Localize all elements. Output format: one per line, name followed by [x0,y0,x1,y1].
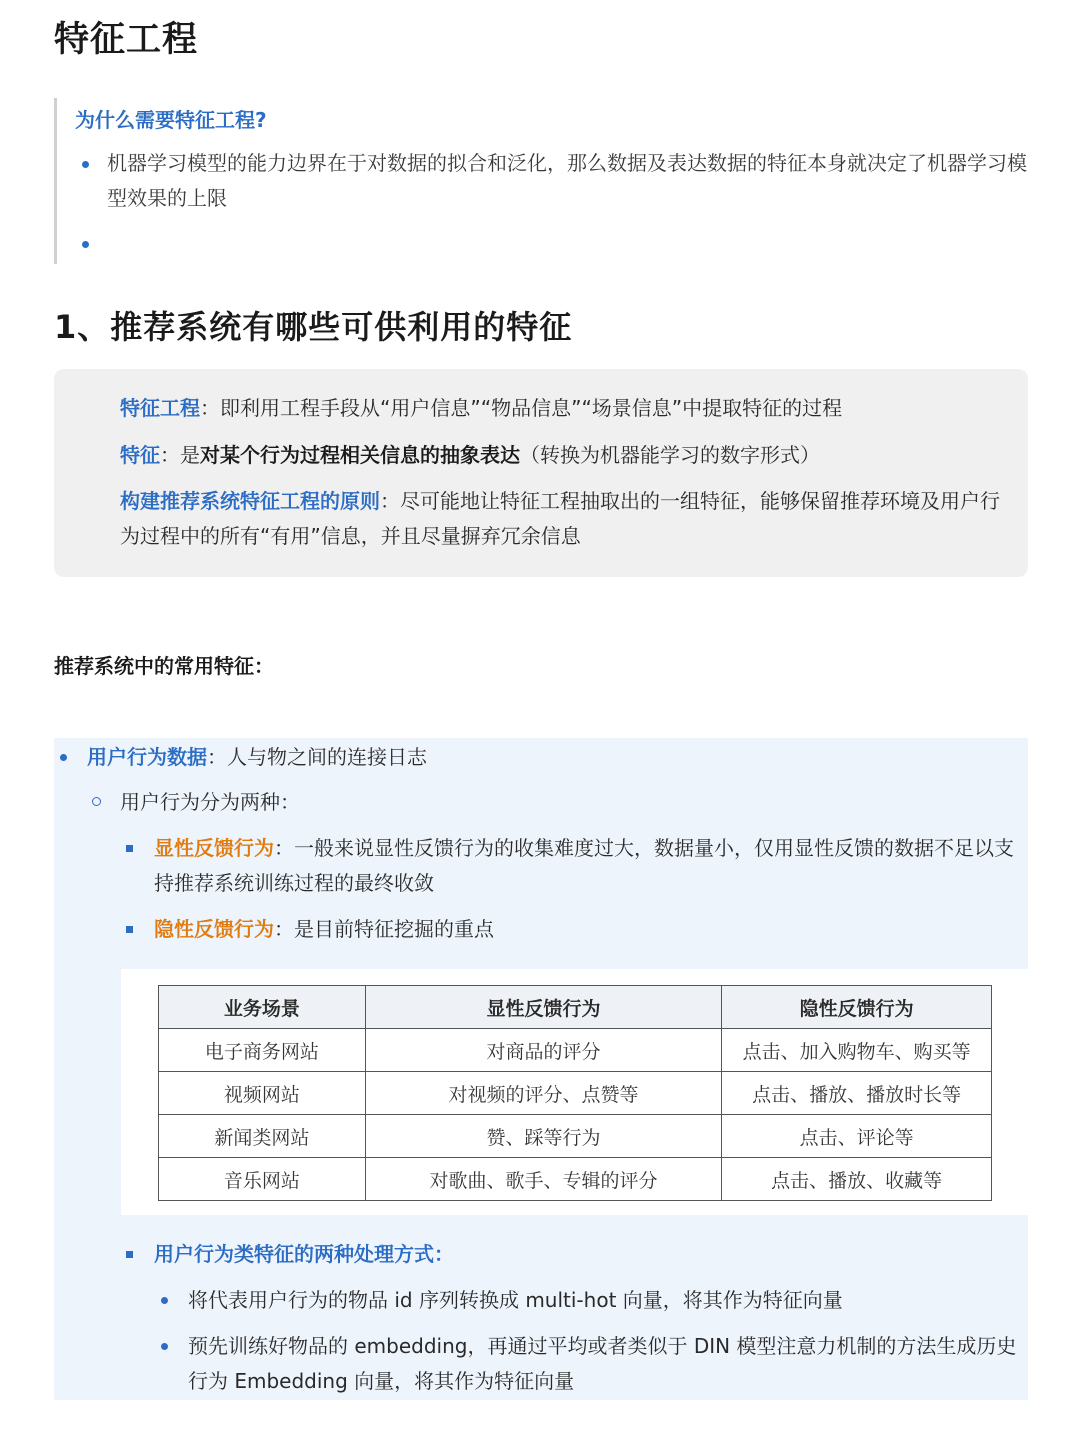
common-features-heading: 推荐系统中的常用特征： [54,654,274,678]
page-title: 特征工程 [54,20,199,60]
item-text: ：人与物之间的连接日志 [207,745,427,769]
definition-feature [120,438,1000,473]
bullet-dot-icon [60,754,67,761]
table-cell: 点击、播放、收藏等 [722,1158,992,1201]
table-cell: 点击、评论等 [722,1115,992,1158]
bullet-dot-icon [161,1343,168,1350]
table-row [159,1115,992,1158]
user-behavior-item [87,740,987,775]
feedback-table [158,985,992,1201]
term-feature-engineering: 特征工程 [120,396,200,420]
bullet-dot-icon [82,161,89,168]
table-cell: 对商品的评分 [365,1029,722,1072]
table-cell: 对视频的评分、点赞等 [365,1072,722,1115]
table-cell: 音乐网站 [159,1158,366,1201]
definition-principle [120,484,1000,554]
explicit-feedback-item [154,831,1026,901]
bullet-square-icon [126,845,133,852]
behavior-split-label: 用户行为分为两种： [120,790,300,814]
term-feature: 特征 [120,443,160,467]
feedback-table-wrap [121,969,1028,1215]
table-row [159,1072,992,1115]
table-cell: 点击、加入购物车、购买等 [722,1029,992,1072]
definition-feature-engineering [120,391,1000,426]
blockquote [54,98,1034,264]
table-header: 隐性反馈行为 [722,986,992,1029]
term-processing: 用户行为类特征的两种处理方式： [154,1242,454,1266]
term-implicit-feedback: 隐性反馈行为 [154,917,274,941]
table-cell: 电子商务网站 [159,1029,366,1072]
definition-text: ：是 [160,443,200,467]
table-row [159,1158,992,1201]
table-header: 显性反馈行为 [365,986,722,1029]
definition-text: ：尽可能地让特征工程抽取出的一组特征，能够保留推荐环境及用户行为过程中的所有“有用”信息，并且尽量摒弃冗余信息 [120,489,1000,548]
table-cell: 赞、踩等行为 [365,1115,722,1158]
definition-text: ：即利用工程手段从“用户信息”“物品信息”“场景信息”中提取特征的过程 [200,396,843,420]
bullet-square-icon [126,1251,133,1258]
bullet-dot-icon [82,241,89,248]
quote-heading: 为什么需要特征工程? [75,108,267,132]
table-header-row [159,986,992,1029]
list-bg-strip [54,969,121,1215]
definition-bold-text: 对某个行为过程相关信息的抽象表达 [200,443,520,467]
bullet-square-icon [126,926,133,933]
table-cell: 视频网站 [159,1072,366,1115]
processing-label [154,1237,1014,1272]
table-row [159,1029,992,1072]
quote-item: 机器学习模型的能力边界在于对数据的拟合和泛化，那么数据及表达数据的特征本身就决定了机器学习模型效果的上限 [107,151,1027,210]
processing-item: 预先训练好物品的 embedding，再通过平均或者类似于 DIN 模型注意力机制的方法生成历史行为 Embedding 向量，将其作为特征向量 [188,1334,1017,1393]
table-cell: 点击、播放、播放时长等 [722,1072,992,1115]
table-header: 业务场景 [159,986,366,1029]
term-user-behavior: 用户行为数据 [87,745,207,769]
definition-text: （转换为机器能学习的数字形式） [520,443,820,467]
term-principle: 构建推荐系统特征工程的原则 [120,489,380,513]
processing-item: 将代表用户行为的物品 id 序列转换成 multi-hot 向量，将其作为特征向量 [188,1288,843,1312]
implicit-feedback-item [154,912,1004,947]
table-cell: 新闻类网站 [159,1115,366,1158]
item-text: ：一般来说显性反馈行为的收集难度过大，数据量小，仅用显性反馈的数据不足以支持推荐系统训练过程的最终收敛 [154,836,1014,895]
bullet-ring-icon [92,797,101,806]
processing-block [54,1215,1028,1400]
user-behavior-block [54,738,1028,970]
definition-callout [54,369,1028,577]
term-explicit-feedback: 显性反馈行为 [154,836,274,860]
bullet-dot-icon [161,1297,168,1304]
section-heading: 1、推荐系统有哪些可供利用的特征 [54,308,573,346]
item-text: ：是目前特征挖掘的重点 [274,917,494,941]
table-cell: 对歌曲、歌手、专辑的评分 [365,1158,722,1201]
